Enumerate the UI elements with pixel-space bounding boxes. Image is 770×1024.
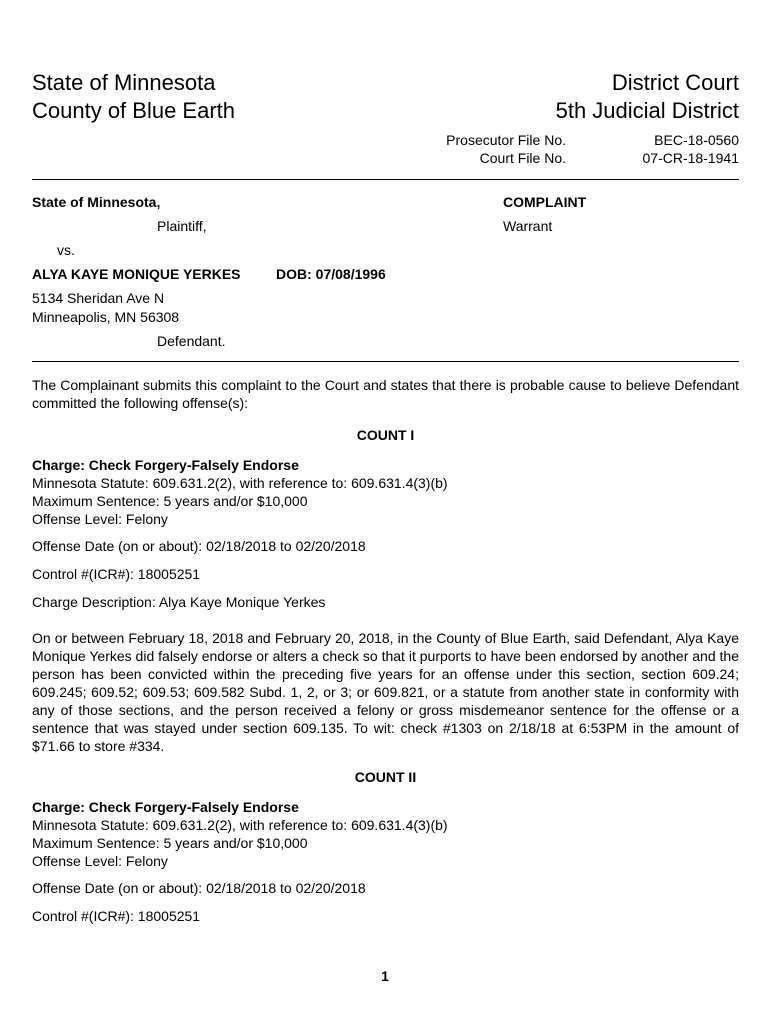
intro-paragraph: The Complainant submits this complaint to the Court and states that there is probable cause to believe Defendant committed the following offense(s): <box>32 377 739 411</box>
defendant-name: ALYA KAYE MONIQUE YERKES <box>32 266 241 282</box>
court-file-label: Court File No. <box>479 150 566 166</box>
plaintiff-role: Plaintiff, <box>157 218 207 234</box>
header-divider <box>32 179 739 180</box>
court-file-value: 07-CR-18-1941 <box>642 150 739 166</box>
offense-date-line: Offense Date (on or about): 02/18/2018 to 02/20/2018 <box>32 538 366 554</box>
statute-line: Minnesota Statute: 609.631.2(2), with reference to: 609.631.4(3)(b) <box>32 475 448 491</box>
caption-divider <box>32 361 739 362</box>
defendant-role: Defendant. <box>157 333 226 349</box>
document-type: COMPLAINT <box>503 194 587 210</box>
max-sentence-line: Maximum Sentence: 5 years and/or $10,000 <box>32 493 308 509</box>
control-number-line: Control #(ICR#): 18005251 <box>32 908 201 924</box>
document-subtype: Warrant <box>503 218 553 234</box>
offense-level-line: Offense Level: Felony <box>32 511 168 527</box>
count-details <box>32 798 739 870</box>
county-heading: County of Blue Earth <box>32 98 236 123</box>
court-heading: District Court <box>611 70 739 95</box>
address-line2: Minneapolis, MN 56308 <box>32 309 180 325</box>
count-details <box>32 456 739 528</box>
prosecutor-file-value: BEC-18-0560 <box>654 132 739 148</box>
count-narrative: On or between February 18, 2018 and February 20, 2018, in the County of Blue Earth, said Defendant, Alya Kaye Monique Yerkes did falsely endorse or alters a check so that it purports to have been endorsed by another and the person has been convicted within the preceding five years for an offense under this section, section 609.24; 609.245; 609.52; 609.53; 609.582 Subd. 1, 2, or 3; or 609.821, or a statute from another state in conformity with any of those sections, and the person received a felony or gross misdemeanor sentence for the offense or a sentence that was stayed under section 609.135. To wit: check #1303 on 2/18/18 at 6:53PM in the amount of $71.66 to store #334. <box>32 630 739 754</box>
count-heading: COUNT II <box>354 769 417 785</box>
versus: vs. <box>57 242 75 258</box>
charge-line: Charge: Check Forgery-Falsely Endorse <box>32 457 299 473</box>
statute-line: Minnesota Statute: 609.631.2(2), with reference to: 609.631.4(3)(b) <box>32 817 448 833</box>
prosecutor-file-label: Prosecutor File No. <box>446 132 566 148</box>
control-number-line: Control #(ICR#): 18005251 <box>32 566 201 582</box>
state-heading: State of Minnesota <box>32 70 216 95</box>
charge-line: Charge: Check Forgery-Falsely Endorse <box>32 799 299 815</box>
count-heading: COUNT I <box>356 427 415 443</box>
charge-description-line: Charge Description: Alya Kaye Monique Yerkes <box>32 594 326 610</box>
offense-level-line: Offense Level: Felony <box>32 853 168 869</box>
offense-date-line: Offense Date (on or about): 02/18/2018 to 02/20/2018 <box>32 880 366 896</box>
address-line1: 5134 Sheridan Ave N <box>32 290 165 306</box>
max-sentence-line: Maximum Sentence: 5 years and/or $10,000 <box>32 835 308 851</box>
page-number: 1 <box>381 968 389 984</box>
defendant-dob: DOB: 07/08/1996 <box>276 266 386 282</box>
plaintiff-name: State of Minnesota, <box>32 194 161 210</box>
district-heading: 5th Judicial District <box>555 98 739 123</box>
